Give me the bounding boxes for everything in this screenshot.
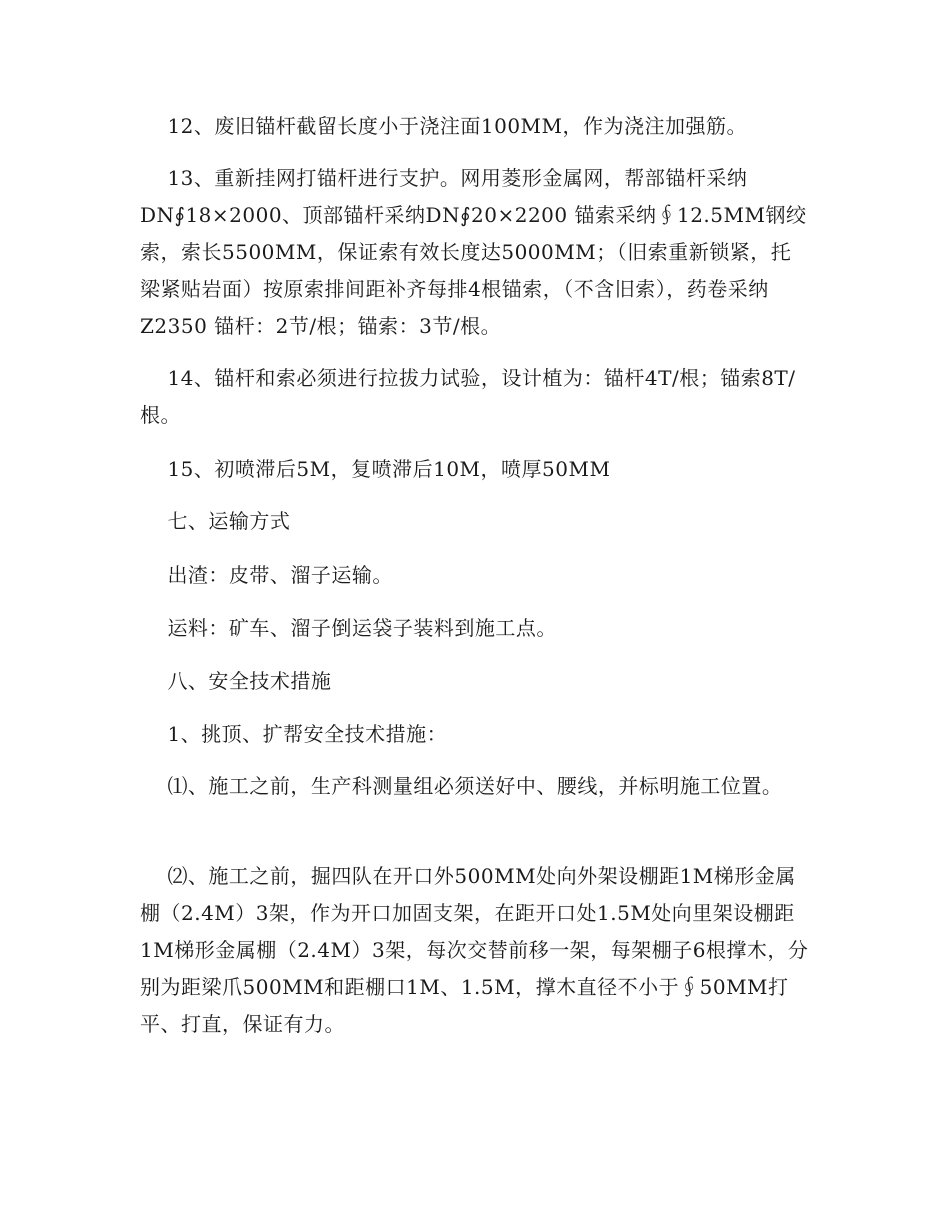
- paragraph-item-14: 14、锚杆和索必须进行拉拔力试验，设计植为：锚杆4T/根；锚索8T/根。: [140, 366, 796, 427]
- section-heading-safety: 八、安全技术措施: [140, 669, 332, 693]
- paragraph-safety-item-1: ⑴、施工之前，生产科测量组必须送好中、腰线，并标明施工位置。: [140, 774, 783, 798]
- paragraph-safety-item-2: ⑵、施工之前，掘四队在开口外500MM处向外架设棚距1M梯形金属棚（2.4M）3架，作为开口加固支架，在距开口处1.5M处向里架设棚距1M梯形金属棚（2.4M）3架，每次交替前移一架，每架棚子6根撑木，分别为距梁爪500MM和距棚口1M、1.5M，撑木直径不小于∮50MM打平、打直，保证有力。: [140, 864, 809, 1036]
- section-heading-transport: 七、运输方式: [140, 509, 291, 533]
- paragraph-item-12: 12、废旧锚杆截留长度小于浇注面100MM，作为浇注加强筋。: [140, 114, 748, 138]
- subsection-heading-safety-1: 1、挑顶、扩帮安全技术措施：: [140, 722, 448, 746]
- paragraph-material-transport: 运料：矿车、溜子倒运袋子装料到施工点。: [140, 616, 557, 640]
- paragraph-muck-removal: 出渣：皮带、溜子运输。: [140, 563, 393, 587]
- paragraph-item-15: 15、初喷滞后5M，复喷滞后10M，喷厚50MM: [140, 457, 611, 481]
- paragraph-item-13: 13、重新挂网打锚杆进行支护。网用菱形金属网，帮部锚杆采纳DN∮18×2000、顶部锚杆采纳DN∮20×2200 锚索采纳∮12.5MM钢绞索，索长5500MM，保证索有效长度达5000MM；（旧索重新锁紧，托梁紧贴岩面）按原索排间距补齐每排4根锚索，（不含旧索），药卷采纳Z2350 锚杆：2节/根；锚索：3节/根。: [140, 166, 807, 338]
